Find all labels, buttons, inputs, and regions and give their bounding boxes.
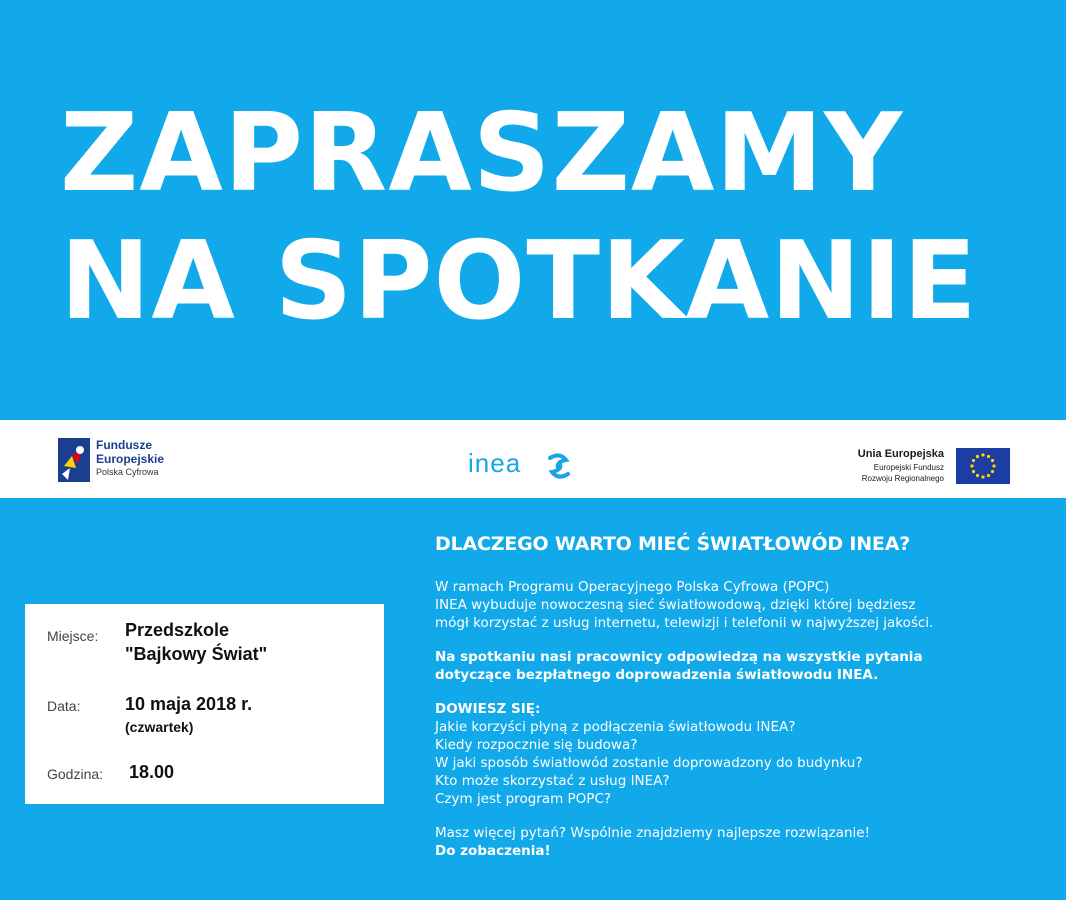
closing-line: Masz więcej pytań? Wspólnie znajdziemy najlepsze rozwiązanie! <box>435 825 870 841</box>
learn-title: DOWIESZ SIĘ: <box>435 701 541 717</box>
learn-item: Czym jest program POPC? <box>435 791 612 807</box>
fundusze-label-1: Fundusze <box>96 438 152 452</box>
eu-label-1: Unia Europejska <box>857 448 944 460</box>
meeting-line: Na spotkaniu nasi pracownicy odpowiedzą na wszystkie pytania <box>435 649 923 665</box>
fundusze-europejskie-icon <box>58 438 90 482</box>
intro-paragraph <box>435 578 1055 632</box>
meeting-paragraph <box>435 648 1055 684</box>
place-line-2: "Bajkowy Świat" <box>125 644 268 664</box>
closing-bold-line: Do zobaczenia! <box>435 843 551 859</box>
learn-item: W jaki sposób światłowód zostanie doprowadzony do budynku? <box>435 755 863 771</box>
content-section <box>435 530 1055 876</box>
eu-flag-icon <box>956 448 1010 484</box>
intro-line: INEA wybuduje nowoczesną sieć światłowodową, dzięki której będziesz <box>435 597 916 613</box>
fundusze-label-2: Europejskie <box>96 452 165 466</box>
intro-line: mógł korzystać z usług internetu, telewizji i telefonii w najwyższej jakości. <box>435 615 934 631</box>
inea-swirl-icon <box>546 452 572 480</box>
date-label: Data: <box>47 698 81 714</box>
learn-list <box>435 700 1055 808</box>
hero-title-line-1: ZAPRASZAMY <box>60 91 904 216</box>
content-heading: DLACZEGO WARTO MIEĆ ŚWIATŁOWÓD INEA? <box>435 533 911 555</box>
eu-label-2: Europejski Fundusz <box>873 463 944 472</box>
learn-item: Kto może skorzystać z usług INEA? <box>435 773 670 789</box>
place-line-1: Przedszkole <box>125 620 230 640</box>
date-value: 10 maja 2018 r. <box>125 694 253 714</box>
eu-label-3: Rozwoju Regionalnego <box>861 474 944 483</box>
inea-logo-text: inea <box>468 448 522 478</box>
time-label: Godzina: <box>47 766 104 782</box>
learn-item: Jakie korzyści płyną z podłączenia światłowodu INEA? <box>435 719 796 735</box>
hero-section <box>0 0 1066 420</box>
date-weekday: (czwartek) <box>125 719 194 735</box>
fundusze-europejskie-logo <box>58 438 198 484</box>
fundusze-label-3: Polska Cyfrowa <box>96 467 159 477</box>
meeting-line: dotyczące bezpłatnego doprowadzenia światłowodu INEA. <box>435 667 879 683</box>
learn-item: Kiedy rozpocznie się budowa? <box>435 737 638 753</box>
place-label: Miejsce: <box>47 628 99 644</box>
hero-title-line-2: NA SPOTKANIE <box>60 219 978 344</box>
intro-line: W ramach Programu Operacyjnego Polska Cyfrowa (POPC) <box>435 579 830 595</box>
inea-logo <box>468 450 521 476</box>
closing-paragraph <box>435 824 1055 860</box>
event-info-card <box>25 604 384 804</box>
time-value: 18.00 <box>129 762 175 782</box>
